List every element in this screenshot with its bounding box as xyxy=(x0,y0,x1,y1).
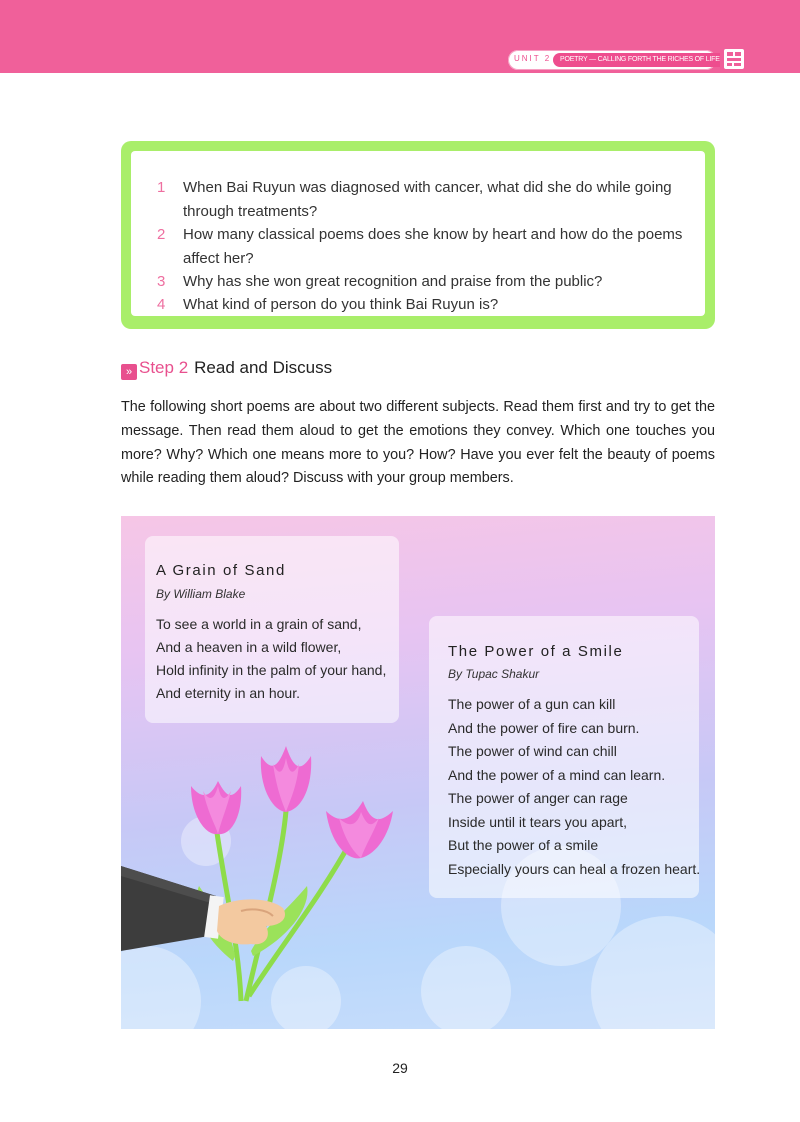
question-item xyxy=(157,293,703,317)
poem-line: Hold infinity in the palm of your hand, xyxy=(156,662,387,678)
poem-line: The power of wind can chill xyxy=(448,743,617,759)
question-item xyxy=(157,270,703,294)
poem-line: The power of anger can rage xyxy=(448,790,628,806)
question-number: 4 xyxy=(157,296,166,313)
step-number: Step 2 xyxy=(139,358,189,377)
poem-author: By William Blake xyxy=(156,587,246,601)
poems-illustration xyxy=(121,516,715,1029)
tulip-flower xyxy=(191,781,241,834)
poem-line: Especially yours can heal a frozen heart. xyxy=(448,861,701,877)
poem-line: But the power of a smile xyxy=(448,837,599,853)
unit-label: UNIT 2 xyxy=(514,54,552,63)
page-number: 29 xyxy=(392,1060,408,1076)
questions-box xyxy=(121,141,715,329)
question-item xyxy=(157,223,703,270)
poem-line: And the power of a mind can learn. xyxy=(448,767,666,783)
step-title: Read and Discuss xyxy=(194,358,333,377)
poem-title: A Grain of Sand xyxy=(156,562,286,579)
question-text: Why has she won great recognition and praise from the public? xyxy=(183,273,603,290)
double-chevron-icon: » xyxy=(121,364,137,380)
question-number: 2 xyxy=(157,226,166,243)
poem-author: By Tupac Shakur xyxy=(448,667,540,681)
question-number: 3 xyxy=(157,273,166,290)
unit-logo-icon xyxy=(720,45,748,73)
poem-line: And a heaven in a wild flower, xyxy=(156,639,342,655)
question-text: How many classical poems does she know by heart and how do the poems affect her? xyxy=(183,226,683,267)
bokeh-light xyxy=(421,946,511,1029)
poem-line: Inside until it tears you apart, xyxy=(448,814,627,830)
poem-line: To see a world in a grain of sand, xyxy=(156,616,362,632)
poem-card-grain-of-sand xyxy=(145,536,399,723)
poem-card-power-of-a-smile xyxy=(429,616,699,898)
question-item xyxy=(157,176,703,223)
question-text: What kind of person do you think Bai Ruyun is? xyxy=(183,296,499,313)
question-text: When Bai Ruyun was diagnosed with cancer, what did she do while going through treatments? xyxy=(183,179,672,220)
poem-line: The power of a gun can kill xyxy=(448,696,616,712)
unit-badge xyxy=(508,50,720,70)
unit-title: POETRY — CALLING FORTH THE RICHES OF LIFE xyxy=(553,53,727,67)
tulips-hand-illustration xyxy=(121,746,421,1029)
intro-paragraph: The following short poems are about two different subjects. Read them first and try to get the message. Then read them aloud to get the emotions they convey. Which one touches you more? Why? Which one means more to you? How? Have you ever felt the beauty of poems while reading them aloud? Discuss with your group members. xyxy=(121,399,715,487)
step-heading xyxy=(121,358,332,380)
poem-title: The Power of a Smile xyxy=(448,643,624,660)
poem-line: And the power of fire can burn. xyxy=(448,720,640,736)
questions-inner xyxy=(131,151,705,316)
poem-line: And eternity in an hour. xyxy=(156,685,300,701)
question-number: 1 xyxy=(157,179,166,196)
